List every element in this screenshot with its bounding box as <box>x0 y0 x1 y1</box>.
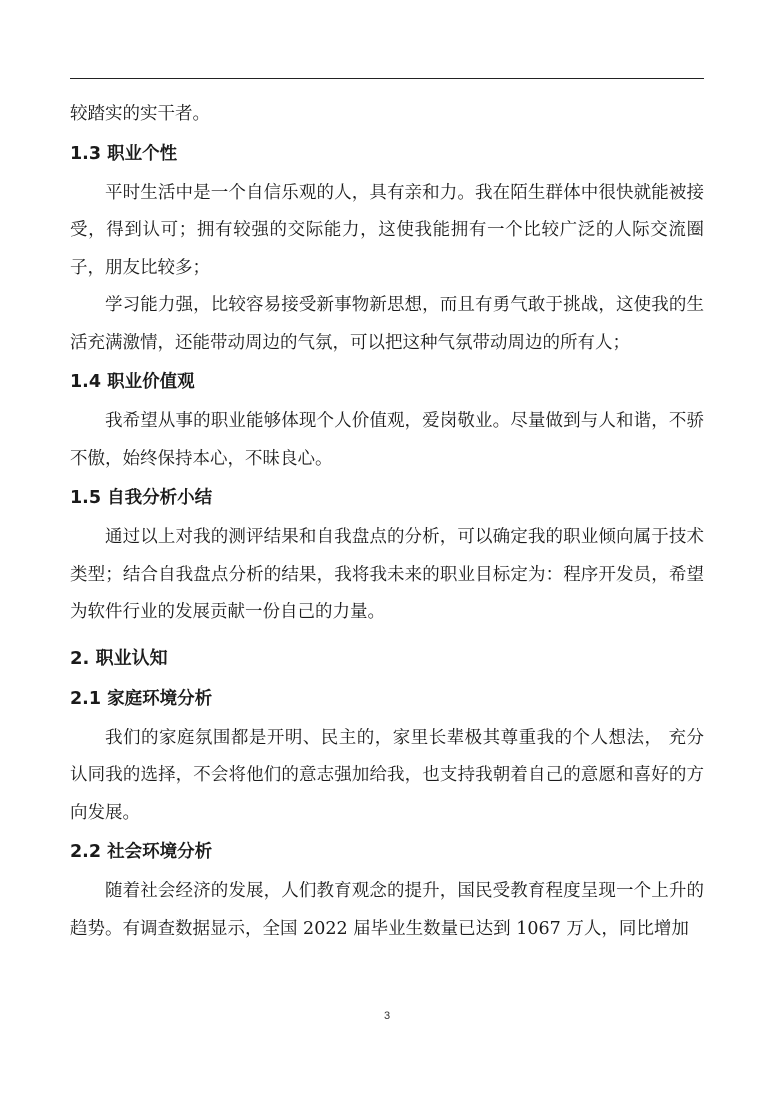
paragraph-personality-1: 平时生活中是一个自信乐观的人，具有亲和力。我在陌生群体中很快就能被接受，得到认可；拥有较强的交际能力，这使我能拥有一个比较广泛的人际交流圈子，朋友比较多； <box>70 182 704 278</box>
heading-1-3: 1.3 职业个性 <box>70 143 178 164</box>
heading-2-1: 2.1 家庭环境分析 <box>70 688 213 709</box>
paragraph-family: 我们的家庭氛围都是开明、民主的，家里长辈极其尊重我的个人想法， 充分认同我的选择，不会将他们的意志强加给我，也支持我朝着自己的意愿和喜好的方向发展。 <box>70 727 704 823</box>
paragraph-personality-2: 学习能力强，比较容易接受新事物新思想，而且有勇气敢于挑战，这使我的生活充满激情，还能带动周边的气氛，可以把这种气氛带动周边的所有人； <box>70 295 704 353</box>
paragraph-continuation: 较踏实的实干者。 <box>70 104 210 124</box>
header-rule <box>70 78 704 79</box>
paragraph-society: 随着社会经济的发展，人们教育观念的提升，国民受教育程度呈现一个上升的趋势。有调查数据显示，全国 2022 届毕业生数量已达到 1067 万人，同比增加 <box>70 881 704 939</box>
paragraph-summary: 通过以上对我的测评结果和自我盘点的分析，可以确定我的职业倾向属于技术类型；结合自我盘点分析的结果，我将我未来的职业目标定为：程序开发员，希望为软件行业的发展贡献一份自己的力量。 <box>70 527 704 622</box>
heading-1-5: 1.5 自我分析小结 <box>70 488 213 508</box>
paragraph-values: 我希望从事的职业能够体现个人价值观，爱岗敬业。尽量做到与人和谐，不骄不傲，始终保持本心，不昧良心。 <box>70 411 704 469</box>
heading-2-2: 2.2 社会环境分析 <box>70 842 213 862</box>
document-body <box>70 96 704 948</box>
heading-2: 2. 职业认知 <box>70 647 168 669</box>
heading-1-4: 1.4 职业价值观 <box>70 372 195 392</box>
page-number: 3 <box>383 1010 391 1022</box>
